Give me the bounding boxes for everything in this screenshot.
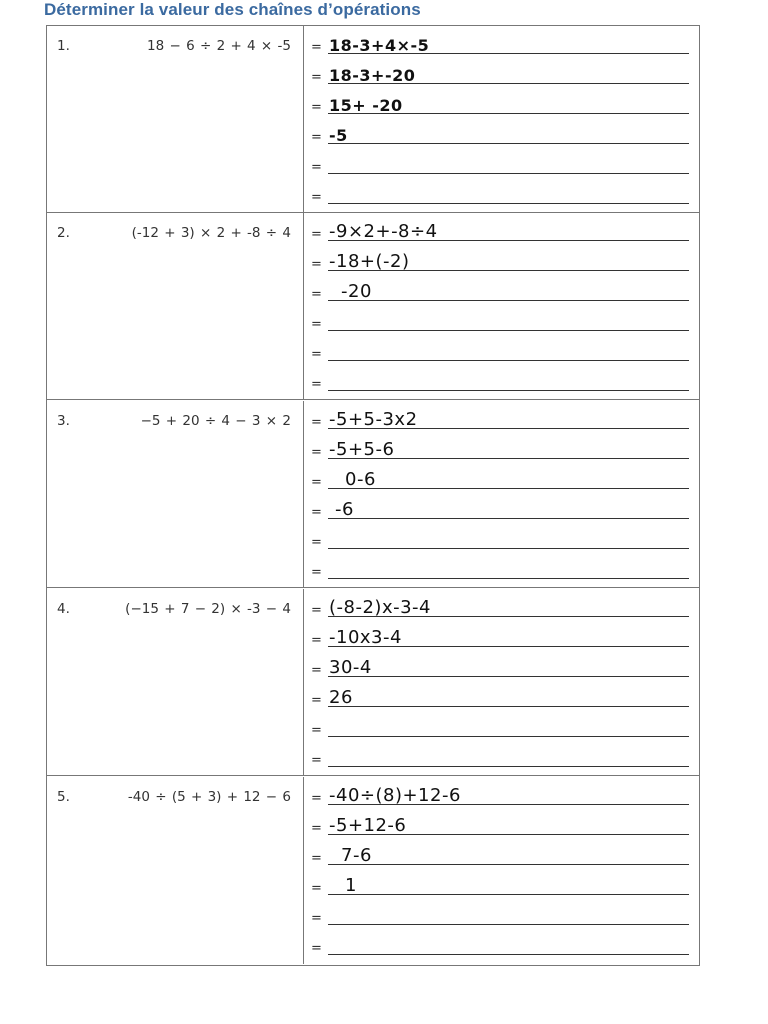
answer-rule (328, 518, 689, 519)
equals-sign: = (311, 791, 322, 806)
column-divider (303, 401, 304, 587)
handwritten-answer: -6 (335, 499, 354, 520)
answer-rule (328, 143, 689, 144)
answer-rule (328, 954, 689, 955)
equals-sign: = (311, 941, 322, 956)
answer-line[interactable] (311, 275, 689, 305)
equals-sign: = (311, 851, 322, 866)
handwritten-answer: -5+5-3x2 (329, 409, 418, 430)
handwritten-answer: 15+ -20 (329, 96, 403, 115)
answer-rule (328, 548, 689, 549)
answer-line[interactable] (311, 335, 689, 365)
problem-row-5 (47, 777, 699, 964)
answer-rule (328, 390, 689, 391)
answer-line[interactable] (311, 305, 689, 335)
column-divider (303, 213, 304, 399)
answer-line[interactable] (311, 245, 689, 275)
problem-number: 3. (57, 413, 70, 429)
answer-rule (328, 706, 689, 707)
equals-sign: = (311, 693, 322, 708)
handwritten-answer: -5 (329, 126, 348, 145)
answer-line[interactable] (311, 148, 689, 178)
answer-rule (328, 360, 689, 361)
handwritten-answer: 7-6 (341, 845, 372, 866)
problem-expression: 18 − 6 ÷ 2 + 4 × -5 (147, 38, 291, 54)
handwritten-answer: (-8-2)x-3-4 (329, 597, 431, 618)
answer-line[interactable] (311, 651, 689, 681)
answer-rule (328, 488, 689, 489)
handwritten-answer: 0-6 (345, 469, 376, 490)
equals-sign: = (311, 377, 322, 392)
answer-rule (328, 173, 689, 174)
equals-sign: = (311, 753, 322, 768)
answer-line[interactable] (311, 741, 689, 771)
handwritten-answer: -20 (341, 281, 372, 302)
answer-rule (328, 676, 689, 677)
handwritten-answer: 1 (345, 875, 357, 896)
answer-line[interactable] (311, 869, 689, 899)
answer-line[interactable] (311, 621, 689, 651)
equals-sign: = (311, 415, 322, 430)
equals-sign: = (311, 445, 322, 460)
handwritten-answer: -18+(-2) (329, 251, 410, 272)
problem-row-1 (47, 26, 699, 213)
handwritten-answer: 30-4 (329, 657, 372, 678)
equals-sign: = (311, 505, 322, 520)
equals-sign: = (311, 723, 322, 738)
equals-sign: = (311, 70, 322, 85)
problem-expression: -40 ÷ (5 + 3) + 12 − 6 (127, 789, 291, 805)
equals-sign: = (311, 287, 322, 302)
answer-line[interactable] (311, 403, 689, 433)
answer-line[interactable] (311, 899, 689, 929)
column-divider (303, 26, 304, 212)
answer-line[interactable] (311, 365, 689, 395)
answer-line[interactable] (311, 118, 689, 148)
answer-line[interactable] (311, 839, 689, 869)
page-title: Déterminer la valeur des chaînes d’opérations (44, 0, 421, 19)
answer-line[interactable] (311, 523, 689, 553)
equals-sign: = (311, 475, 322, 490)
handwritten-answer: 18-3+4×-5 (329, 36, 430, 55)
answer-rule (328, 864, 689, 865)
answer-line[interactable] (311, 178, 689, 208)
answer-rule (328, 330, 689, 331)
answer-rule (328, 924, 689, 925)
problem-number: 2. (57, 225, 70, 241)
problem-number: 1. (57, 38, 70, 54)
handwritten-answer: 18-3+-20 (329, 66, 416, 85)
answer-line[interactable] (311, 433, 689, 463)
answer-line[interactable] (311, 28, 689, 58)
worksheet-table (46, 25, 700, 966)
problem-row-4 (47, 589, 699, 776)
handwritten-answer: -10x3-4 (329, 627, 402, 648)
equals-sign: = (311, 317, 322, 332)
answer-line[interactable] (311, 493, 689, 523)
answer-line[interactable] (311, 681, 689, 711)
answer-line[interactable] (311, 591, 689, 621)
problem-number: 4. (57, 601, 70, 617)
problem-expression: (−15 + 7 − 2) × -3 − 4 (125, 601, 291, 617)
handwritten-answer: -5+12-6 (329, 815, 407, 836)
equals-sign: = (311, 190, 322, 205)
handwritten-answer: -5+5-6 (329, 439, 395, 460)
problem-expression: (-12 + 3) × 2 + -8 ÷ 4 (131, 225, 291, 241)
answer-line[interactable] (311, 463, 689, 493)
equals-sign: = (311, 911, 322, 926)
answer-line[interactable] (311, 58, 689, 88)
answer-line[interactable] (311, 809, 689, 839)
equals-sign: = (311, 257, 322, 272)
handwritten-answer: -40÷(8)+12-6 (329, 785, 461, 806)
equals-sign: = (311, 821, 322, 836)
answer-rule (328, 300, 689, 301)
answer-line[interactable] (311, 779, 689, 809)
equals-sign: = (311, 100, 322, 115)
answer-rule (328, 894, 689, 895)
answer-line[interactable] (311, 553, 689, 583)
answer-rule (328, 736, 689, 737)
equals-sign: = (311, 603, 322, 618)
problem-expression: −5 + 20 ÷ 4 − 3 × 2 (140, 413, 291, 429)
problem-row-3 (47, 401, 699, 588)
problem-number: 5. (57, 789, 70, 805)
equals-sign: = (311, 40, 322, 55)
equals-sign: = (311, 663, 322, 678)
answer-line[interactable] (311, 88, 689, 118)
column-divider (303, 589, 304, 775)
equals-sign: = (311, 347, 322, 362)
equals-sign: = (311, 160, 322, 175)
equals-sign: = (311, 565, 322, 580)
equals-sign: = (311, 227, 322, 242)
equals-sign: = (311, 130, 322, 145)
column-divider (303, 777, 304, 964)
equals-sign: = (311, 881, 322, 896)
handwritten-answer: 26 (329, 687, 353, 708)
problem-row-2 (47, 213, 699, 400)
equals-sign: = (311, 535, 322, 550)
answer-line[interactable] (311, 929, 689, 959)
answer-line[interactable] (311, 711, 689, 741)
answer-rule (328, 766, 689, 767)
answer-line[interactable] (311, 215, 689, 245)
answer-rule (328, 578, 689, 579)
answer-rule (328, 203, 689, 204)
handwritten-answer: -9×2+-8÷4 (329, 221, 438, 242)
equals-sign: = (311, 633, 322, 648)
